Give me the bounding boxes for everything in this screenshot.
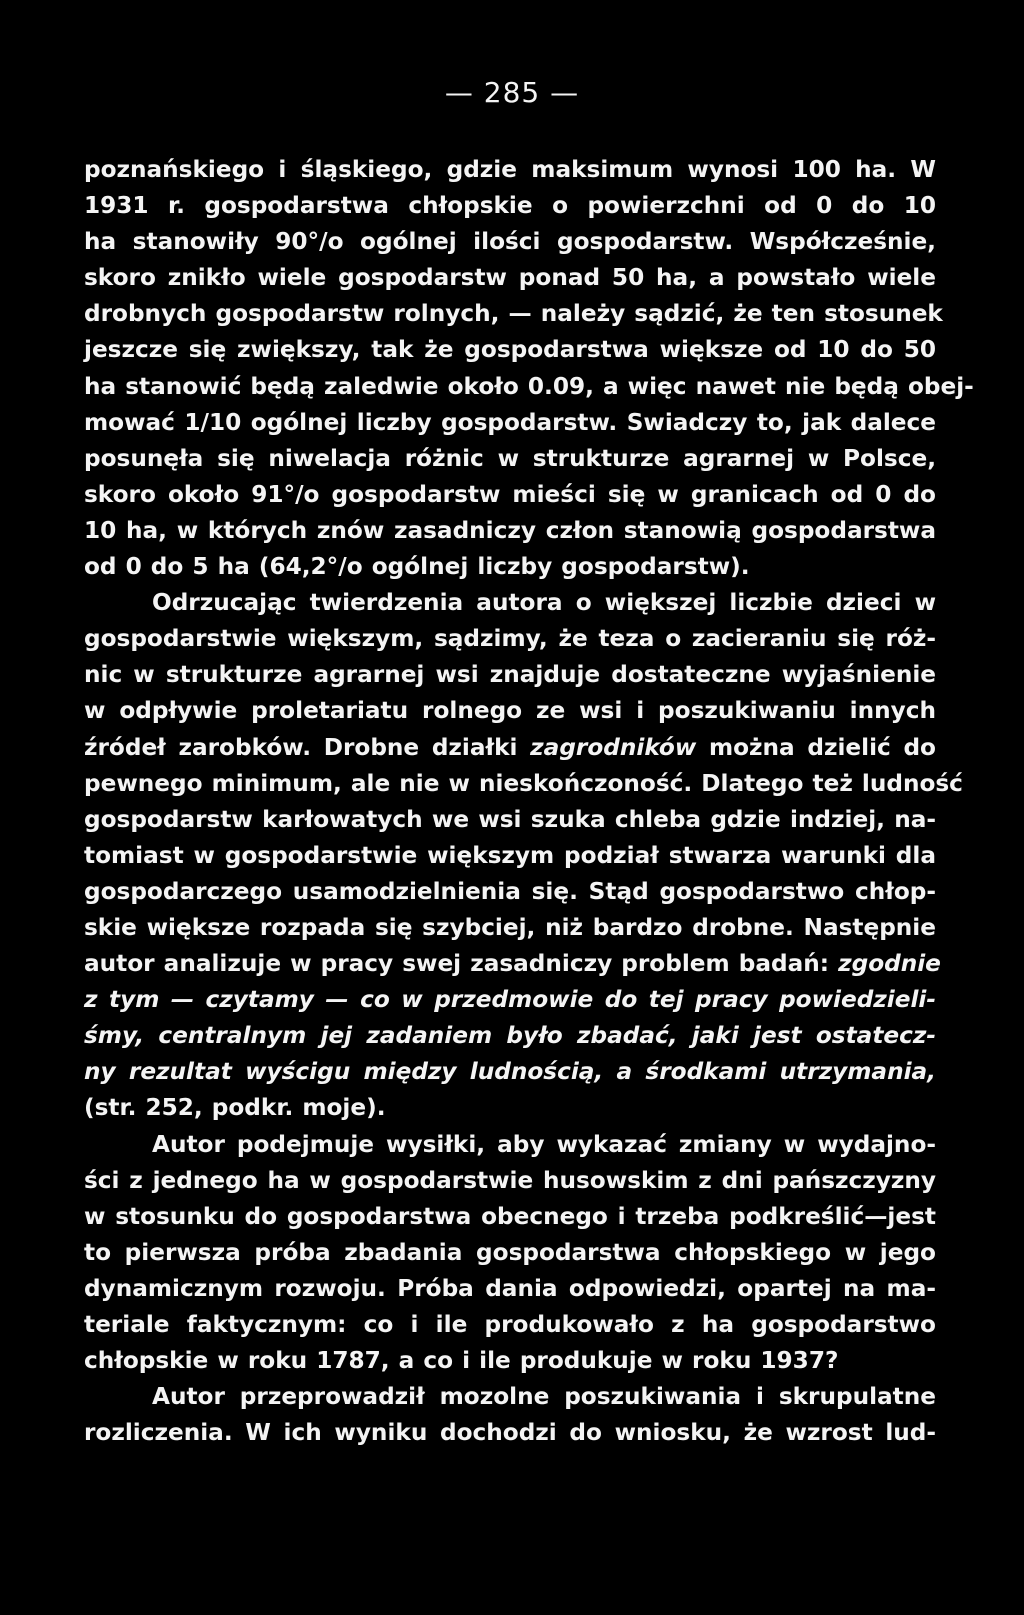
text-line <box>84 513 936 549</box>
body-text <box>84 152 974 1451</box>
text-segment: gospodarstwie większym, sądzimy, że teza o zacieraniu się róż- <box>84 625 936 653</box>
text-line <box>84 1090 936 1126</box>
text-line <box>84 441 936 477</box>
text-line <box>84 946 941 982</box>
text-line <box>84 1235 936 1271</box>
text-segment: 10 ha, w których znów zasadniczy człon stanowią gospodarstwa <box>84 516 936 544</box>
italic-text: śmy, centralnym jej zadaniem było zbadać, jaki jest ostatecz- <box>84 1022 936 1050</box>
text-segment: teriale faktycznym: co i ile produkowało z ha gospodarstwo <box>84 1311 936 1338</box>
text-segment: w odpływie proletariatu rolnego ze wsi i poszukiwaniu innych <box>84 697 936 725</box>
text-segment: gospodarczego usamodzielnienia się. Stąd gospodarstwo chłop- <box>84 877 936 905</box>
text-segment: dynamicznym rozwoju. Próba dania odpowiedzi, opartej na ma- <box>84 1274 936 1302</box>
text-segment: skoro około 91°/o gospodarstw mieści się w granicach od 0 do <box>84 480 936 508</box>
italic-text: zagrodników <box>530 733 697 761</box>
text-line <box>84 405 936 441</box>
text-segment: skie większe rozpada się szybciej, niż bardzo drobne. Następnie <box>84 913 936 941</box>
text-line <box>84 188 936 224</box>
text-segment: można dzielić do <box>696 733 936 761</box>
text-line <box>84 1271 936 1307</box>
text-segment: autor analizuje w pracy swej zasadniczy problem badań: <box>84 950 839 978</box>
text-segment: od 0 do 5 ha (64,2°/o ogólnej liczby gospodarstw). <box>84 553 750 581</box>
text-segment: źródeł zarobków. Drobne działki <box>84 733 531 761</box>
text-line <box>84 910 936 946</box>
text-segment: posunęła się niwelacja różnic w strukturze agrarnej w Polsce, <box>84 444 936 472</box>
text-line <box>84 693 936 729</box>
text-line <box>84 477 936 513</box>
text-line <box>84 585 936 621</box>
text-segment: (str. 252, podkr. moje). <box>84 1094 386 1122</box>
text-line <box>84 1054 936 1090</box>
italic-text: ny rezultat wyścigu między ludnością, a środkami utrzymania, <box>84 1058 936 1086</box>
text-line <box>84 369 974 405</box>
text-line <box>84 1018 936 1054</box>
text-line <box>84 1343 936 1379</box>
text-line <box>84 260 936 296</box>
text-line <box>84 1127 936 1163</box>
text-line <box>84 1163 936 1199</box>
page-number: — 285 — <box>444 76 580 109</box>
italic-text: zgodnie <box>838 950 941 978</box>
text-line <box>84 296 943 332</box>
text-segment: Odrzucając twierdzenia autora o większej liczbie dzieci w <box>152 589 936 617</box>
text-line <box>84 730 936 766</box>
text-segment: nic w strukturze agrarnej wsi znajduje dostateczne wyjaśnienie <box>84 661 936 689</box>
text-segment: pewnego minimum, ale nie w nieskończoność. Dlatego też ludność <box>84 769 963 797</box>
text-line <box>84 224 936 260</box>
text-line <box>84 332 936 368</box>
text-line <box>84 1379 936 1415</box>
text-line <box>84 766 963 802</box>
text-line <box>84 1307 936 1343</box>
italic-text: z tym — czytamy — co w przedmowie do tej pracy powiedzieli- <box>84 986 936 1014</box>
text-line <box>84 152 936 188</box>
text-segment: drobnych gospodarstw rolnych, — należy sądzić, że ten stosunek <box>84 300 943 328</box>
text-line <box>84 657 936 693</box>
text-segment: w stosunku do gospodarstwa obecnego i trzeba podkreślić—jest <box>84 1202 936 1230</box>
text-segment: chłopskie w roku 1787, a co i ile produkuje w roku 1937? <box>84 1347 839 1375</box>
text-segment: rozliczenia. W ich wyniku dochodzi do wniosku, że wzrost lud- <box>84 1419 936 1447</box>
text-line <box>84 874 936 910</box>
text-segment: 1931 r. gospodarstwa chłopskie o powierzchni od 0 do 10 <box>84 192 936 220</box>
text-line <box>84 982 936 1018</box>
text-segment: mować 1/10 ogólnej liczby gospodarstw. Swiadczy to, jak dalece <box>84 408 936 436</box>
text-line <box>84 549 936 585</box>
text-line <box>84 1199 936 1235</box>
text-segment: tomiast w gospodarstwie większym podział stwarza warunki dla <box>84 841 936 869</box>
text-segment: Autor przeprowadził mozolne poszukiwania i skrupulatne <box>152 1383 936 1411</box>
text-line <box>84 621 936 657</box>
text-line <box>84 1415 936 1451</box>
text-segment: ha stanowiły 90°/o ogólnej ilości gospodarstw. Współcześnie, <box>84 228 936 256</box>
text-segment: ści z jednego ha w gospodarstwie husowskim z dni pańszczyzny <box>84 1166 936 1194</box>
text-segment: ha stanowić będą zaledwie około 0.09, a więc nawet nie będą obej- <box>84 372 974 400</box>
text-segment: gospodarstw karłowatych we wsi szuka chleba gdzie indziej, na- <box>84 805 936 833</box>
text-segment: jeszcze się zwiększy, tak że gospodarstwa większe od 10 do 50 <box>84 336 936 364</box>
text-segment: to pierwsza próba zbadania gospodarstwa chłopskiego w jego <box>84 1238 936 1266</box>
text-line <box>84 838 936 874</box>
text-segment: poznańskiego i śląskiego, gdzie maksimum wynosi 100 ha. W <box>84 156 936 183</box>
text-line <box>84 802 936 838</box>
text-segment: skoro znikło wiele gospodarstw ponad 50 ha, a powstało wiele <box>84 264 936 292</box>
text-segment: Autor podejmuje wysiłki, aby wykazać zmiany w wydajno- <box>152 1130 936 1158</box>
